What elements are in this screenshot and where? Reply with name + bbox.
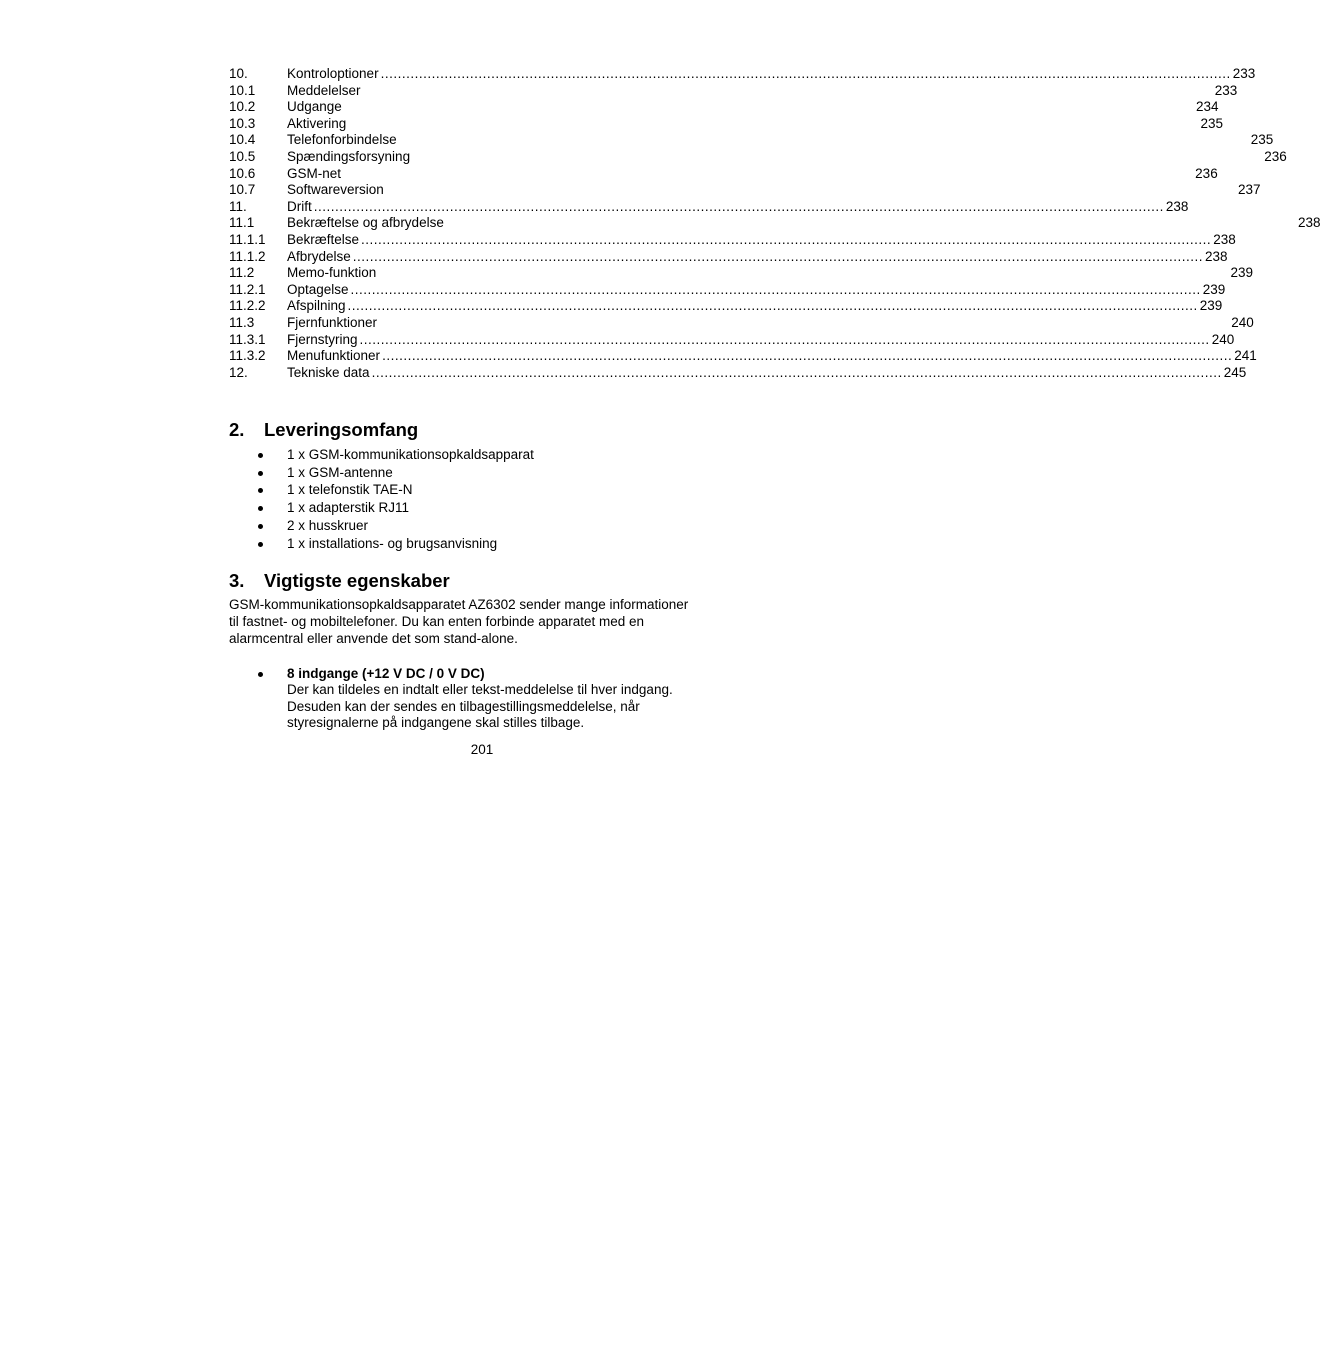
- toc-entry: [229, 148, 1287, 166]
- toc-number: 11.2.2: [229, 298, 266, 314]
- list-item: [229, 446, 735, 464]
- toc-title: Memo-funktion: [287, 265, 377, 281]
- section-number: 3.: [229, 570, 245, 591]
- toc-number: 10.4: [229, 132, 256, 148]
- toc-title: Meddelelser: [287, 82, 361, 98]
- bullet-icon: [258, 672, 263, 677]
- toc-page-number: 238: [1204, 248, 1228, 264]
- toc-title: Bekræftelse: [287, 231, 360, 247]
- toc-title: Softwareversion: [287, 182, 384, 198]
- toc-leader: ........................................................................................................................................................................................................: [371, 364, 1222, 380]
- toc-leader: ........................................................................................................................................................................................................: [361, 231, 1212, 247]
- page-number: 201: [470, 742, 494, 757]
- toc-page-number: 239: [1202, 281, 1226, 297]
- toc-page-number: 237: [1237, 182, 1261, 198]
- toc-entry: [229, 314, 1254, 332]
- toc-entry: [229, 82, 1238, 100]
- toc-entry: [229, 248, 1228, 266]
- toc-number: 11.1.2: [229, 248, 266, 264]
- toc-leader: ........................................................................................................................................................................................................: [347, 298, 1198, 314]
- toc-page-number: 235: [1200, 115, 1223, 131]
- section-number: 2.: [229, 419, 245, 440]
- toc-entry: [229, 231, 1236, 249]
- feature-line: styresignalerne på indgangene skal stilles tilbage.: [287, 715, 585, 731]
- feature-description: [287, 682, 735, 732]
- feature-line: Desuden kan der sendes en tilbagestillingsmeddelelse, når: [287, 698, 640, 714]
- toc-number: 12.: [229, 364, 248, 380]
- toc-entry: [229, 165, 1218, 183]
- delivery-list: [229, 446, 735, 552]
- toc-number: 11.2: [229, 265, 255, 281]
- toc-number: 11.3: [229, 314, 255, 330]
- intro-line: alarmcentral eller anvende det som stand-alone.: [229, 631, 518, 646]
- toc-leader: ........................................................................................................................................................................................................: [313, 198, 1164, 214]
- toc-number: 11.3.2: [229, 348, 266, 364]
- intro-line: GSM-kommunikationsopkaldsapparatet AZ6302 sender mange informationer: [229, 597, 689, 612]
- bullet-icon: [258, 453, 263, 458]
- list-item-text: 1 x telefonstik TAE-N: [287, 482, 413, 498]
- toc-leader: ........................................................................................................................................................................................................: [380, 66, 1231, 81]
- toc-title: Udgange: [287, 99, 342, 115]
- list-item-text: 2 x husskruer: [287, 517, 369, 533]
- toc-leader: ........................................................................................................................................................................................................: [350, 281, 1201, 297]
- toc-page-number: 245: [1223, 364, 1247, 380]
- list-item: [229, 464, 735, 482]
- toc-title: Aktivering: [287, 115, 347, 131]
- toc-title: Kontroloptioner: [287, 66, 379, 81]
- bullet-icon: [258, 471, 263, 476]
- feature-item: [229, 665, 735, 732]
- toc-page-number: 240: [1211, 331, 1235, 347]
- toc-leader: ........................................................................................................................................................................................................: [352, 248, 1203, 264]
- toc-entry: [229, 364, 1247, 382]
- toc-number: 10.5: [229, 148, 256, 164]
- bullet-icon: [258, 506, 263, 511]
- list-item: [229, 481, 735, 499]
- toc-number: 10.1: [229, 82, 256, 98]
- intro-line: til fastnet- og mobiltelefoner. Du kan enten forbinde apparatet med en: [229, 614, 645, 629]
- toc-title: Fjernfunktioner: [287, 314, 378, 330]
- toc-page-number: 234: [1195, 99, 1219, 115]
- toc-leader: ........................................................................................................................................................................................................: [382, 348, 1233, 364]
- toc-number: 10.6: [229, 165, 256, 181]
- toc-entry: [229, 215, 1321, 232]
- list-item-text: 1 x GSM-antenne: [287, 464, 393, 480]
- toc-page-number: 233: [1214, 82, 1238, 98]
- feature-line: Der kan tildeles en indtalt eller tekst-meddelelse til hver indgang.: [287, 682, 673, 697]
- toc-title: Drift: [287, 198, 312, 214]
- bullet-icon: [258, 524, 263, 529]
- toc-entry: [229, 298, 1223, 315]
- toc-entry: [229, 182, 1261, 199]
- toc-page-number: 236: [1264, 148, 1287, 164]
- toc-title: Afbrydelse: [287, 248, 351, 264]
- toc-page-number: 235: [1250, 132, 1274, 148]
- toc-leader: ........................................................................................................................................................................................................: [359, 331, 1210, 347]
- toc-entry: [229, 99, 1219, 116]
- list-item: [229, 535, 735, 553]
- toc-entry: [229, 198, 1189, 216]
- toc-page-number: 233: [1232, 66, 1256, 81]
- toc-page-number: 238: [1298, 215, 1321, 231]
- toc-title: Fjernstyring: [287, 331, 358, 347]
- toc-title: Menufunktioner: [287, 348, 381, 364]
- feature-title: 8 indgange (+12 V DC / 0 V DC): [287, 666, 485, 681]
- toc-title: GSM-net: [287, 165, 342, 181]
- toc-page-number: 238: [1165, 198, 1189, 214]
- toc-number: 11.: [229, 198, 247, 214]
- toc-entry: [229, 66, 1256, 83]
- toc-number: 11.1: [229, 215, 255, 231]
- toc-entry: [229, 115, 1223, 133]
- toc-number: 11.3.1: [229, 331, 266, 347]
- toc-page-number: 238: [1213, 231, 1236, 247]
- toc-title: Spændingsforsyning: [287, 148, 411, 164]
- toc-page-number: 239: [1230, 265, 1253, 281]
- toc-entry: [229, 281, 1226, 299]
- list-item: [229, 517, 735, 535]
- toc-entry: [229, 132, 1274, 149]
- document-page: [229, 66, 1321, 757]
- toc-entry: [229, 265, 1253, 282]
- intro-paragraph: [229, 596, 729, 647]
- bullet-icon: [258, 488, 263, 493]
- toc-number: 10.2: [229, 99, 256, 115]
- list-item-text: 1 x installations- og brugsanvisning: [287, 535, 498, 551]
- toc-title: Afspilning: [287, 298, 346, 314]
- section-heading-vigtigste-egenskaber: [229, 570, 450, 592]
- toc-page-number: 241: [1234, 348, 1257, 364]
- list-item-text: 1 x GSM-kommunikationsopkaldsapparat: [287, 447, 534, 462]
- toc-title: Bekræftelse og afbrydelse: [287, 215, 444, 231]
- toc-title: Telefonforbindelse: [287, 132, 397, 148]
- toc-entry: [229, 348, 1257, 365]
- toc-number: 10.: [229, 66, 248, 81]
- toc-number: 11.1.1: [229, 231, 266, 247]
- toc-title: Tekniske data: [287, 364, 370, 380]
- bullet-icon: [258, 542, 263, 547]
- toc-number: 11.2.1: [229, 281, 266, 297]
- toc-page-number: 239: [1199, 298, 1223, 314]
- toc-title: Optagelse: [287, 281, 349, 297]
- section-heading-leveringsomfang: [229, 419, 418, 441]
- section-title: Vigtigste egenskaber: [264, 570, 450, 591]
- toc-number: 10.3: [229, 115, 256, 131]
- section-title: Leveringsomfang: [264, 419, 419, 440]
- table-of-contents: [229, 66, 1321, 381]
- toc-page-number: 240: [1231, 314, 1254, 330]
- list-item-text: 1 x adapterstik RJ11: [287, 500, 410, 516]
- toc-page-number: 236: [1195, 165, 1218, 181]
- list-item: [229, 499, 735, 517]
- toc-number: 10.7: [229, 182, 256, 198]
- toc-entry: [229, 331, 1235, 349]
